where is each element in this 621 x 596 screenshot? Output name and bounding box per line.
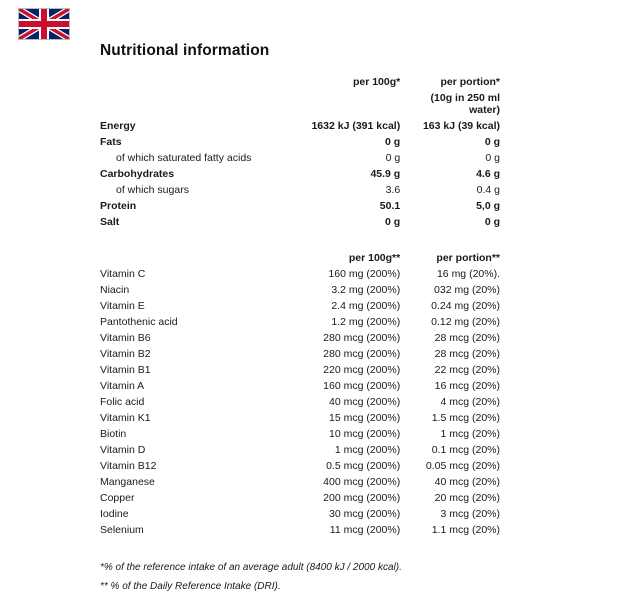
row-label: Energy (100, 120, 136, 132)
row-label: Vitamin D (100, 444, 146, 456)
table-row (100, 474, 500, 490)
row-perportion: 032 mg (20%) (434, 284, 500, 296)
row-label: Manganese (100, 476, 155, 488)
table-row (100, 346, 500, 362)
table-row (100, 150, 500, 166)
row-perportion: 0 g (484, 136, 500, 148)
row-perportion: 0.1 mcg (20%) (431, 444, 500, 456)
row-label: of which saturated fatty acids (116, 152, 252, 164)
row-perportion: 1 mcg (20%) (440, 428, 500, 440)
table-row (100, 198, 500, 214)
vitamin-header-perportion: per portion** (436, 252, 500, 264)
row-label: Vitamin A (100, 380, 145, 392)
row-per100g: 3.6 (385, 184, 401, 196)
row-perportion: 20 mcg (20%) (434, 492, 500, 504)
table-row (100, 394, 500, 410)
table-row (100, 266, 500, 282)
vitamin-header-label (100, 250, 291, 266)
row-label: Vitamin B1 (100, 364, 151, 376)
macro-header-per100g: per 100g* (352, 76, 401, 88)
row-per100g: 200 mcg (200%) (323, 492, 401, 504)
table-row (100, 506, 500, 522)
union-jack-svg (19, 9, 69, 39)
nutrition-content (100, 42, 600, 596)
table-row (100, 314, 500, 330)
footnote-2: ** % of the Daily Reference Intake (DRI). (100, 581, 281, 592)
row-label: Copper (100, 492, 135, 504)
row-perportion: 163 kJ (39 kcal) (422, 120, 500, 132)
macro-header-per100g-sub (291, 90, 404, 118)
row-per100g: 50.1 (379, 200, 401, 212)
row-per100g: 10 mcg (200%) (329, 428, 401, 440)
row-per100g: 1.2 mg (200%) (331, 316, 401, 328)
row-perportion: 0.12 mg (20%) (431, 316, 500, 328)
macro-header-perportion: per portion* (440, 76, 500, 88)
table-row (100, 298, 500, 314)
table-row (100, 490, 500, 506)
row-per100g: 40 mcg (200%) (329, 396, 401, 408)
table-row (100, 442, 500, 458)
row-perportion: 22 mcg (20%) (434, 364, 500, 376)
row-label: Pantothenic acid (100, 316, 178, 328)
table-row (100, 166, 500, 182)
row-label: Vitamin B6 (100, 332, 151, 344)
row-label: Vitamin B12 (100, 460, 157, 472)
footnotes (100, 558, 520, 596)
row-per100g: 30 mcg (200%) (329, 508, 401, 520)
macro-header-row-2 (100, 90, 500, 118)
macronutrient-table (100, 74, 500, 538)
row-per100g: 400 mcg (200%) (323, 476, 401, 488)
vitamin-header-row (100, 250, 500, 266)
row-label: Niacin (100, 284, 130, 296)
row-label: Folic acid (100, 396, 145, 408)
table-row (100, 118, 500, 134)
row-per100g: 15 mcg (200%) (329, 412, 401, 424)
table-row (100, 410, 500, 426)
table-row (100, 214, 500, 230)
row-per100g: 280 mcg (200%) (323, 348, 401, 360)
footnote-1: *% of the reference intake of an average adult (8400 kJ / 2000 kcal). (100, 562, 402, 573)
row-label: Biotin (100, 428, 127, 440)
macro-header-label-sub (100, 90, 291, 118)
table-row (100, 522, 500, 538)
row-perportion: 5,0 g (476, 200, 500, 212)
row-label: Vitamin B2 (100, 348, 151, 360)
row-per100g: 11 mcg (200%) (329, 524, 401, 536)
row-label: Fats (100, 136, 122, 148)
row-per100g: 220 mcg (200%) (323, 364, 401, 376)
row-perportion: 0.05 mcg (20%) (425, 460, 500, 472)
row-label: Carbohydrates (100, 168, 175, 180)
row-label: of which sugars (116, 184, 189, 196)
table-row (100, 426, 500, 442)
row-perportion: 28 mcg (20%) (434, 348, 500, 360)
row-label: Vitamin C (100, 268, 146, 280)
row-perportion: 1.5 mcg (20%) (431, 412, 500, 424)
macro-header-label (100, 74, 291, 90)
row-label: Selenium (100, 524, 144, 536)
row-perportion: 3 mcg (20%) (440, 508, 500, 520)
macro-header-perportion-sub: (10g in 250 ml water) (430, 92, 500, 116)
row-perportion: 0.24 mg (20%) (431, 300, 500, 312)
table-row (100, 182, 500, 198)
table-row (100, 282, 500, 298)
row-per100g: 1 mcg (200%) (334, 444, 401, 456)
table-row (100, 330, 500, 346)
row-label: Iodine (100, 508, 129, 520)
row-per100g: 0 g (385, 216, 401, 228)
row-perportion: 16 mcg (20%) (434, 380, 500, 392)
row-label: Protein (100, 200, 137, 212)
row-per100g: 280 mcg (200%) (323, 332, 401, 344)
vitamin-header-per100g: per 100g** (348, 252, 401, 264)
row-perportion: 0 g (484, 216, 500, 228)
united-kingdom-flag-icon (18, 8, 70, 40)
row-per100g: 160 mcg (200%) (323, 380, 401, 392)
row-label: Vitamin E (100, 300, 145, 312)
row-per100g: 0 g (385, 152, 401, 164)
row-per100g: 0 g (385, 136, 401, 148)
row-perportion: 0 g (485, 152, 500, 164)
row-perportion: 4.6 g (476, 168, 500, 180)
row-per100g: 3.2 mg (200%) (331, 284, 401, 296)
row-label: Vitamin K1 (100, 412, 151, 424)
row-per100g: 1632 kJ (391 kcal) (311, 120, 401, 132)
table-row (100, 458, 500, 474)
macro-header-row-1 (100, 74, 500, 90)
table-row (100, 378, 500, 394)
row-per100g: 0.5 mcg (200%) (326, 460, 401, 472)
row-perportion: 28 mcg (20%) (434, 332, 500, 344)
table-row (100, 134, 500, 150)
row-perportion: 40 mcg (20%) (434, 476, 500, 488)
table-row (100, 362, 500, 378)
row-per100g: 160 mg (200%) (328, 268, 401, 280)
table-spacer (100, 230, 500, 250)
row-label: Salt (100, 216, 120, 228)
row-perportion: 16 mg (20%). (436, 268, 500, 280)
row-perportion: 4 mcg (20%) (440, 396, 500, 408)
row-per100g: 45.9 g (370, 168, 401, 180)
page-title: Nutritional information (100, 42, 270, 59)
row-per100g: 2.4 mg (200%) (331, 300, 401, 312)
row-perportion: 1.1 mcg (20%) (431, 524, 500, 536)
row-perportion: 0.4 g (476, 184, 500, 196)
